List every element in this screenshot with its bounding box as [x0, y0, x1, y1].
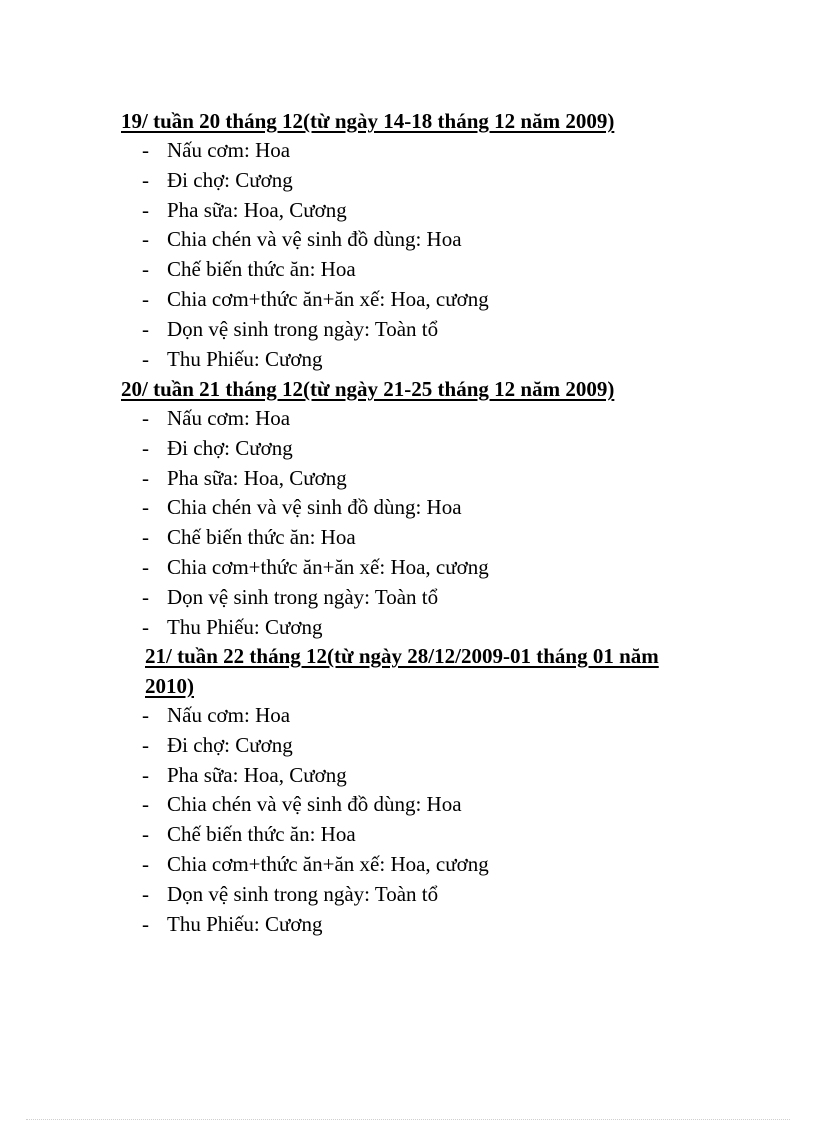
task-text: Chế biến thức ăn: Hoa: [167, 525, 356, 550]
task-item: [121, 255, 614, 285]
task-text: Chế biến thức ăn: Hoa: [167, 257, 356, 282]
bullet-dash: -: [142, 732, 149, 757]
task-text: Chia cơm+thức ăn+ăn xế: Hoa, cương: [167, 554, 489, 579]
task-item: [121, 434, 614, 464]
task-text: Chế biến thức ăn: Hoa: [167, 822, 356, 847]
task-text: Đi chợ: Cương: [167, 435, 293, 460]
page-bottom-divider: [26, 1119, 790, 1120]
week-section-21: [142, 641, 685, 939]
task-text: Đi chợ: Cương: [167, 167, 293, 192]
bullet-dash: -: [142, 495, 149, 520]
task-text: Dọn vệ sinh trong ngày: Toàn tổ: [167, 881, 439, 906]
bullet-dash: -: [142, 881, 149, 906]
task-item: [121, 523, 614, 553]
task-item: [121, 166, 614, 196]
week-section-19: [121, 106, 614, 374]
task-text: Dọn vệ sinh trong ngày: Toàn tổ: [167, 316, 439, 341]
task-text: Chia cơm+thức ăn+ăn xế: Hoa, cương: [167, 286, 489, 311]
task-list: [121, 404, 614, 642]
task-text: Nấu cơm: Hoa: [167, 406, 291, 430]
bullet-dash: -: [142, 286, 149, 311]
bullet-dash: -: [142, 762, 149, 787]
bullet-dash: -: [142, 316, 149, 341]
bullet-dash: -: [142, 703, 149, 727]
task-item: [142, 701, 685, 731]
week-title: 19/ tuần 20 tháng 12(từ ngày 14-18 tháng 12 năm 2009): [121, 109, 615, 133]
bullet-dash: -: [142, 406, 149, 430]
task-text: Dọn vệ sinh trong ngày: Toàn tổ: [167, 584, 439, 609]
task-item: [121, 225, 614, 255]
task-text: Thu Phiếu: Cương: [167, 911, 323, 936]
task-item: [142, 731, 685, 761]
task-item: [121, 493, 614, 523]
task-item: [142, 910, 685, 940]
task-text: Chia chén và vệ sinh đồ dùng: Hoa: [167, 792, 462, 817]
bullet-dash: -: [142, 435, 149, 460]
bullet-dash: -: [142, 167, 149, 192]
task-item: [142, 880, 685, 910]
task-item: [142, 820, 685, 850]
task-item: [121, 315, 614, 345]
task-item: [121, 464, 614, 494]
task-item: [142, 761, 685, 791]
task-text: Thu Phiếu: Cương: [167, 346, 323, 371]
bullet-dash: -: [142, 346, 149, 371]
week-section-20: [121, 374, 614, 642]
task-text: Pha sữa: Hoa, Cương: [167, 762, 347, 787]
task-item: [121, 196, 614, 226]
bullet-dash: -: [142, 851, 149, 876]
task-item: [121, 583, 614, 613]
bullet-dash: -: [142, 822, 149, 847]
task-item: [121, 345, 614, 375]
task-text: Thu Phiếu: Cương: [167, 614, 323, 639]
task-text: Đi chợ: Cương: [167, 732, 293, 757]
task-item: [142, 850, 685, 880]
task-text: Chia chén và vệ sinh đồ dùng: Hoa: [167, 495, 462, 520]
task-text: Chia cơm+thức ăn+ăn xế: Hoa, cương: [167, 851, 489, 876]
task-item: [121, 613, 614, 643]
bullet-dash: -: [142, 584, 149, 609]
task-item: [121, 404, 614, 434]
bullet-dash: -: [142, 227, 149, 252]
bullet-dash: -: [142, 465, 149, 490]
bullet-dash: -: [142, 257, 149, 282]
bullet-dash: -: [142, 911, 149, 936]
bullet-dash: -: [142, 792, 149, 817]
task-text: Nấu cơm: Hoa: [167, 703, 291, 727]
task-text: Nấu cơm: Hoa: [167, 138, 291, 162]
task-text: Chia chén và vệ sinh đồ dùng: Hoa: [167, 227, 462, 252]
task-text: Pha sữa: Hoa, Cương: [167, 197, 347, 222]
bullet-dash: -: [142, 525, 149, 550]
task-item: [142, 790, 685, 820]
task-item: [121, 553, 614, 583]
bullet-dash: -: [142, 138, 149, 162]
task-item: [121, 285, 614, 315]
bullet-dash: -: [142, 197, 149, 222]
bullet-dash: -: [142, 614, 149, 639]
bullet-dash: -: [142, 554, 149, 579]
task-list: [121, 136, 614, 374]
task-list: [142, 701, 685, 939]
week-title: 20/ tuần 21 tháng 12(từ ngày 21-25 tháng 12 năm 2009): [121, 377, 615, 401]
week-title: 21/ tuần 22 tháng 12(từ ngày 28/12/2009-01 tháng 01 năm 2010): [145, 644, 659, 698]
task-item: [121, 136, 614, 166]
task-text: Pha sữa: Hoa, Cương: [167, 465, 347, 490]
